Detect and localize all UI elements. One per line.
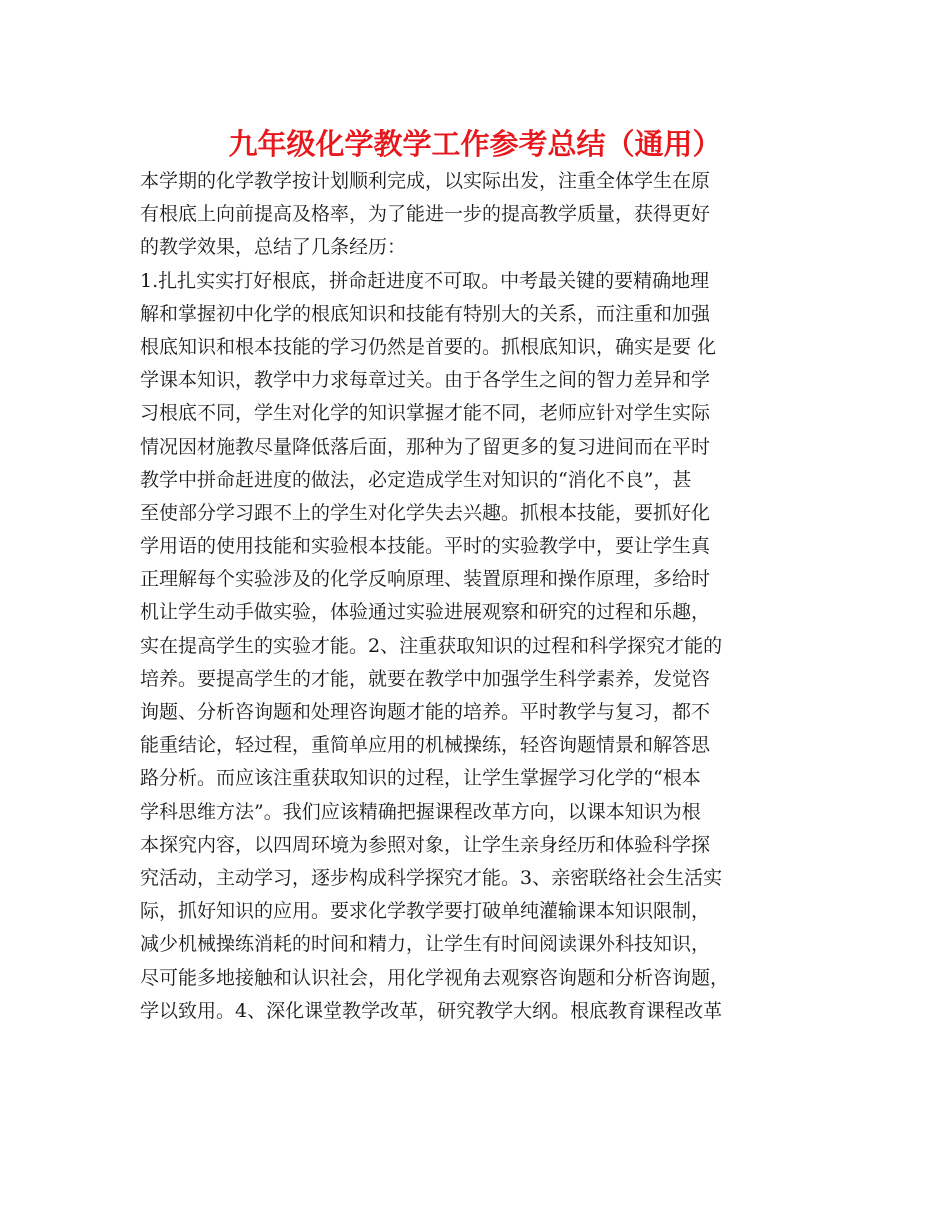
- text-line: 路分析。而应该注重获取知识的过程，让学生掌握学习化学的“根本: [140, 767, 701, 790]
- text-line: 本学期的化学教学按计划顺利完成，以实际出发，注重全体学生在原: [140, 170, 711, 192]
- text-line: 尽可能多地接触和认识社会，用化学视角去观察咨询题和分析咨询题，: [140, 966, 730, 989]
- text-line: 至使部分学习跟不上的学生对化学失去兴趣。抓根本技能，要抓好化: [140, 501, 711, 524]
- text-line: 学课本知识，教学中力求每章过关。由于各学生之间的智力差异和学: [140, 369, 711, 392]
- text-line: 情况因材施教尽量降低落后面，那种为了留更多的复习进间而在平时: [140, 435, 711, 458]
- text-line: 有根底上向前提高及格率，为了能进一步的提高教学质量，获得更好: [140, 203, 711, 226]
- text-line: 1.扎扎实实打好根底，拼命赶进度不可取。中考最关键的要精确地理: [140, 269, 710, 292]
- document-body: [140, 165, 820, 1028]
- text-line: 询题、分析咨询题和处理咨询题才能的培养。平时教学与复习，都不: [140, 701, 711, 723]
- text-line: 教学中拼命赶进度的做法，必定造成学生对知识的“消化不良”，甚: [140, 468, 692, 491]
- text-line: 减少机械操练消耗的时间和精力，让学生有时间阅读课外科技知识，: [140, 933, 711, 956]
- text-line: 解和掌握初中化学的根底知识和技能有特别大的关系，而注重和加强: [140, 302, 711, 325]
- document-title: 九年级化学教学工作参考总结（通用）: [228, 127, 722, 161]
- text-line: 正理解每个实验涉及的化学反响原理、装置原理和操作原理，多给时: [140, 568, 711, 591]
- text-line: 本探究内容，以四周环境为参照对象，让学生亲身经历和体验科学探: [140, 833, 711, 856]
- text-line: 学以致用。4、深化课堂教学改革，研究教学大纲。根底教育课程改革: [140, 999, 723, 1022]
- text-line: 际，抓好知识的应用。要求化学教学要打破单纯灌输课本知识限制，: [140, 900, 711, 923]
- text-line: 学用语的使用技能和实验根本技能。平时的实验教学中，要让学生真: [140, 535, 711, 558]
- text-line: 根底知识和根本技能的学习仍然是首要的。抓根底知识，确实是要 化: [140, 335, 717, 358]
- text-line: 习根底不同，学生对化学的知识掌握才能不同，老师应针对学生实际: [140, 402, 711, 425]
- text-line: 究活动，主动学习，逐步构成科学探究才能。3、亲密联络社会生活实: [140, 866, 723, 889]
- text-line: 培养。要提高学生的才能，就要在教学中加强学生科学素养，发觉咨: [140, 667, 711, 690]
- text-line: 能重结论，轻过程，重简单应用的机械操练，轻咨询题情景和解答思: [140, 734, 711, 757]
- text-line: 学科思维方法”。我们应该精确把握课程改革方向，以课本知识为根: [140, 800, 701, 823]
- text-line: 实在提高学生的实验才能。2、注重获取知识的过程和科学探究才能的: [140, 634, 723, 657]
- text-line: 的教学效果，总结了几条经历：: [140, 236, 407, 259]
- text-line: 机让学生动手做实验，体验通过实验进展观察和研究的过程和乐趣，: [140, 601, 711, 624]
